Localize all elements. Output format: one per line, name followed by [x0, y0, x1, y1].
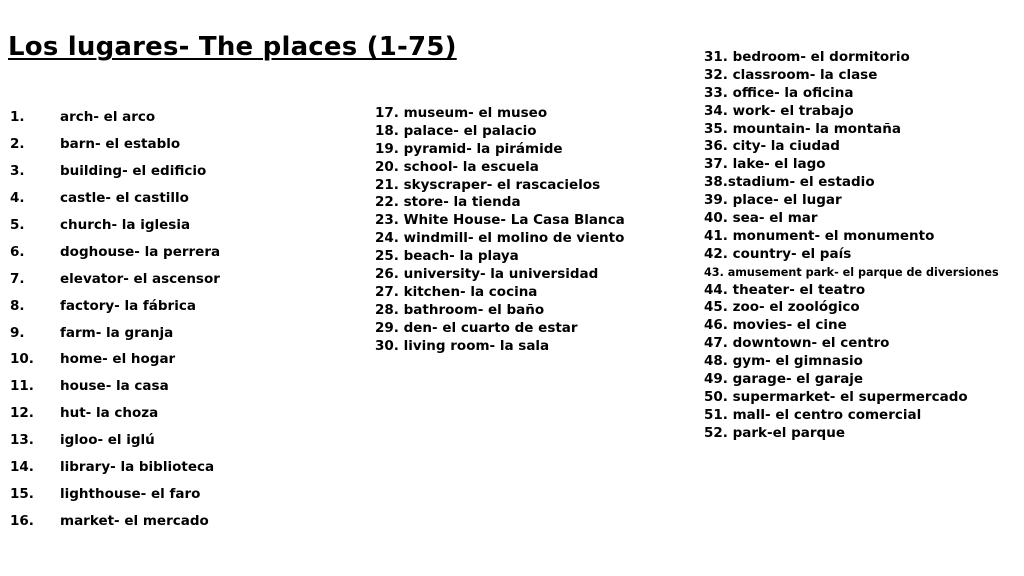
list-item	[10, 373, 220, 400]
vocab-list-column-3	[704, 49, 999, 443]
list-item: 51. mall- el centro comercial	[704, 406, 922, 423]
list-item: 20. school- la escuela	[375, 158, 539, 175]
list-item: 38.stadium- el estadio	[704, 174, 875, 191]
list-item	[10, 185, 220, 212]
list-item: 48. gym- el gimnasio	[704, 353, 863, 370]
list-item: 22. store- la tienda	[375, 194, 521, 211]
item-text: hut- la choza	[60, 405, 159, 422]
item-text: arch- el arco	[60, 109, 156, 126]
list-item	[10, 427, 220, 454]
list-item: 29. den- el cuarto de estar	[375, 319, 578, 336]
item-number: 2.	[10, 136, 25, 153]
item-number: 12.	[10, 405, 34, 422]
list-item: 33. office- la oficina	[704, 84, 854, 101]
list-item: 32. classroom- la clase	[704, 66, 878, 83]
item-number: 13.	[10, 432, 34, 449]
list-item	[10, 319, 220, 346]
item-number: 11.	[10, 378, 34, 395]
item-text: home- el hogar	[60, 351, 176, 368]
item-number: 1.	[10, 109, 25, 126]
list-item: 24. windmill- el molino de viento	[375, 230, 625, 247]
item-number: 8.	[10, 297, 25, 314]
list-item: 52. park-el parque	[704, 424, 845, 441]
item-number: 9.	[10, 324, 25, 341]
list-item: 46. movies- el cine	[704, 317, 847, 334]
item-number: 3.	[10, 163, 25, 180]
item-number: 14.	[10, 459, 34, 476]
list-item	[10, 158, 220, 185]
item-text: farm- la granja	[60, 324, 174, 341]
list-item: 35. mountain- la montaña	[704, 120, 901, 137]
list-item	[10, 346, 220, 373]
item-text: castle- el castillo	[60, 190, 189, 207]
item-number: 6.	[10, 243, 25, 260]
item-number: 5.	[10, 217, 25, 233]
page-title: Los lugares- The places (1-75)	[8, 32, 457, 62]
item-text: factory- la fábrica	[60, 297, 196, 314]
item-text: barn- el establo	[60, 136, 181, 153]
vocab-list-column-2	[375, 105, 625, 355]
list-item: 45. zoo- el zoológico	[704, 299, 860, 316]
list-item	[10, 507, 220, 534]
item-text: igloo- el iglú	[60, 432, 155, 449]
item-text: lighthouse- el faro	[60, 485, 201, 502]
list-item: 50. supermarket- el supermercado	[704, 388, 968, 405]
list-item: 39. place- el lugar	[704, 192, 842, 209]
list-item: 19. pyramid- la pirámide	[375, 140, 563, 157]
list-item	[10, 104, 220, 131]
item-number: 16.	[10, 512, 34, 529]
item-text: market- el mercado	[60, 512, 209, 529]
item-number: 4.	[10, 190, 25, 207]
item-text: house- la casa	[60, 378, 169, 395]
list-item: 36. city- la ciudad	[704, 138, 840, 155]
item-text: building- el edificio	[60, 163, 207, 180]
list-item: 31. bedroom- el dormitorio	[704, 49, 910, 65]
list-item	[10, 400, 220, 427]
list-item: 18. palace- el palacio	[375, 122, 537, 139]
item-number: 15.	[10, 485, 34, 502]
list-item: 26. university- la universidad	[375, 266, 599, 283]
list-item: 40. sea- el mar	[704, 210, 818, 227]
list-item	[10, 265, 220, 292]
list-item: 25. beach- la playa	[375, 248, 519, 265]
list-item: 47. downtown- el centro	[704, 335, 890, 352]
list-item: 37. lake- el lago	[704, 156, 826, 173]
list-item: 21. skyscraper- el rascacielos	[375, 176, 601, 193]
list-item: 49. garage- el garaje	[704, 371, 864, 388]
item-text: elevator- el ascensor	[60, 270, 220, 287]
list-item: 17. museum- el museo	[375, 105, 548, 121]
item-text: doghouse- la perrera	[60, 243, 221, 260]
list-item	[10, 212, 220, 239]
list-item: 30. living room- la sala	[375, 337, 550, 354]
list-item: 23. White House- La Casa Blanca	[375, 212, 625, 229]
list-item: 27. kitchen- la cocina	[375, 283, 538, 300]
list-item	[10, 131, 220, 158]
list-item: 41. monument- el monumento	[704, 227, 935, 244]
list-item	[10, 480, 220, 507]
list-item	[10, 454, 220, 481]
list-item	[10, 292, 220, 319]
item-number: 10.	[10, 351, 34, 368]
item-text: church- la iglesia	[60, 217, 191, 233]
list-item: 42. country- el país	[704, 245, 852, 262]
item-number: 7.	[10, 270, 25, 287]
list-item: 28. bathroom- el baño	[375, 301, 545, 318]
vocab-list-column-1	[10, 104, 220, 534]
list-item	[10, 238, 220, 265]
list-item: 43. amusement park- el parque de diversiones	[704, 265, 999, 279]
item-text: library- la biblioteca	[60, 459, 215, 476]
list-item: 34. work- el trabajo	[704, 102, 854, 119]
list-item: 44. theater- el teatro	[704, 281, 866, 298]
